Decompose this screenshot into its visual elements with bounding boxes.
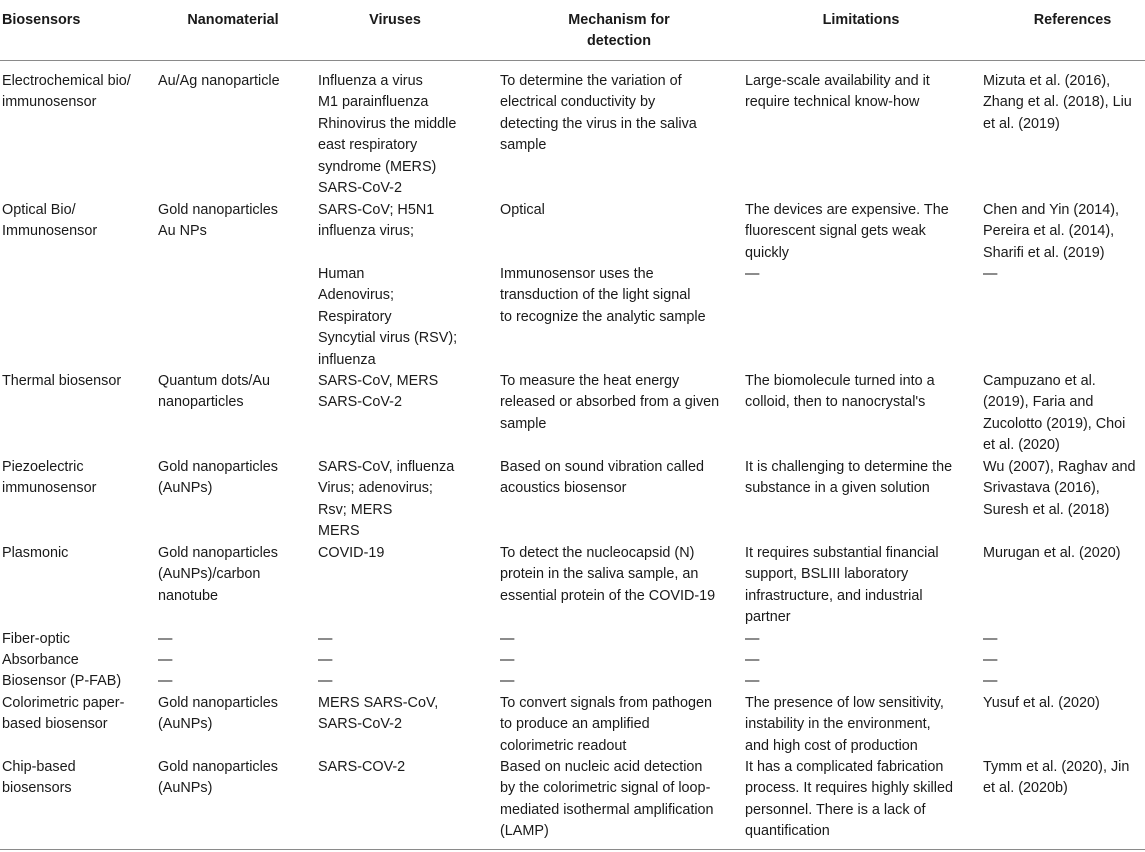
cell-references: Murugan et al. (2020) [983, 545, 1121, 561]
cell-limitations: It has a complicated fabrication process. It requires highly skilled personnel. There is a lack of quantification [745, 759, 953, 840]
cell-mechanism: Based on sound vibration called acoustics biosensor [500, 459, 705, 497]
cell-biosensor: Biosensor (P-FAB) [2, 673, 122, 689]
cell-mechanism: Based on nucleic acid detection by the colorimetric signal of loop- mediated isothermal amplification (LAMP) [500, 759, 714, 840]
cell-nanomaterial: Au/Ag nanoparticle [158, 73, 280, 89]
cell-limitations: The devices are expensive. The fluorescent signal gets weak quickly [745, 202, 949, 261]
cell-limitations: — [745, 266, 760, 282]
cell-viruses: SARS-CoV; H5N1 influenza virus; [318, 202, 435, 240]
header-limitations: Limitations [822, 12, 900, 28]
cell-mechanism: To detect the nucleocapsid (N) protein in the saliva sample, an essential protein of the COVID-19 [500, 545, 716, 604]
header-references: References [1033, 12, 1112, 28]
cell-viruses: SARS-COV-2 [318, 759, 406, 775]
header-mechanism: Mechanism for detection [568, 12, 670, 50]
cell-biosensor: Plasmonic [2, 545, 69, 561]
cell-biosensor: Electrochemical bio/ immunosensor [2, 73, 131, 111]
cell-mechanism: — [500, 673, 515, 689]
table-bottom-rule [0, 849, 1145, 850]
cell-mechanism: Optical [500, 202, 545, 218]
cell-mechanism: Immunosensor uses the transduction of the light signal to recognize the analytic sample [500, 266, 706, 325]
cell-viruses: — [318, 652, 333, 668]
cell-limitations: It requires substantial financial support, BSLIII laboratory infrastructure, and industrial partner [745, 545, 939, 626]
cell-nanomaterial: Gold nanoparticles (AuNPs) [158, 695, 278, 733]
cell-references: — [983, 631, 998, 647]
cell-mechanism: To determine the variation of electrical conductivity by detecting the virus in the saliva sample [500, 73, 697, 154]
cell-viruses: COVID-19 [318, 545, 385, 561]
cell-nanomaterial: Gold nanoparticles (AuNPs) [158, 759, 278, 797]
cell-viruses: MERS SARS-CoV, SARS-CoV-2 [318, 695, 439, 733]
cell-biosensor: Absorbance [2, 652, 79, 668]
cell-nanomaterial: Gold nanoparticles Au NPs [158, 202, 278, 240]
cell-viruses: Human Adenovirus; Respiratory Syncytial virus (RSV); influenza [318, 266, 458, 368]
cell-nanomaterial: — [158, 631, 173, 647]
cell-limitations: — [745, 652, 760, 668]
cell-references: Yusuf et al. (2020) [983, 695, 1100, 711]
cell-limitations: — [745, 673, 760, 689]
header-biosensors: Biosensors [2, 12, 81, 28]
cell-mechanism: — [500, 652, 515, 668]
cell-mechanism: To convert signals from pathogen to produce an amplified colorimetric readout [500, 695, 712, 754]
cell-viruses: SARS-CoV, MERS SARS-CoV-2 [318, 373, 439, 411]
cell-references: Chen and Yin (2014), Pereira et al. (2014), Sharifi et al. (2019) [983, 202, 1120, 261]
cell-references: — [983, 652, 998, 668]
cell-biosensor: Optical Bio/ Immunosensor [2, 202, 98, 240]
cell-viruses: SARS-CoV, influenza Virus; adenovirus; Rsv; MERS MERS [318, 459, 455, 540]
cell-viruses: Influenza a virus M1 parainfluenza Rhinovirus the middle east respiratory syndrome (MERS) SARS-CoV-2 [318, 73, 457, 197]
cell-limitations: It is challenging to determine the substance in a given solution [745, 459, 953, 497]
cell-biosensor: Colorimetric paper- based biosensor [2, 695, 125, 733]
cell-limitations: — [745, 631, 760, 647]
cell-nanomaterial: Gold nanoparticles (AuNPs)/carbon nanotube [158, 545, 278, 604]
cell-nanomaterial: — [158, 673, 173, 689]
header-bottom-rule [0, 60, 1145, 61]
header-nanomaterial: Nanomaterial [187, 12, 279, 28]
cell-references: Campuzano et al. (2019), Faria and Zucolotto (2019), Choi et al. (2020) [983, 373, 1126, 454]
cell-nanomaterial: — [158, 652, 173, 668]
cell-nanomaterial: Gold nanoparticles (AuNPs) [158, 459, 278, 497]
cell-references: Wu (2007), Raghav and Srivastava (2016), Suresh et al. (2018) [983, 459, 1136, 518]
cell-references: — [983, 673, 998, 689]
cell-limitations: The presence of low sensitivity, instability in the environment, and high cost of production [745, 695, 944, 754]
header-viruses: Viruses [369, 12, 421, 28]
cell-references: Mizuta et al. (2016), Zhang et al. (2018), Liu et al. (2019) [983, 73, 1132, 132]
cell-biosensor: Thermal biosensor [2, 373, 122, 389]
cell-biosensor: Chip-based biosensors [2, 759, 76, 797]
cell-mechanism: To measure the heat energy released or absorbed from a given sample [500, 373, 720, 432]
cell-mechanism: — [500, 631, 515, 647]
cell-viruses: — [318, 673, 333, 689]
cell-limitations: Large-scale availability and it require technical know-how [745, 73, 930, 111]
cell-biosensor: Piezoelectric immunosensor [2, 459, 97, 497]
cell-references: — [983, 266, 998, 282]
cell-references: Tymm et al. (2020), Jin et al. (2020b) [983, 759, 1130, 797]
cell-viruses: — [318, 631, 333, 647]
cell-nanomaterial: Quantum dots/Au nanoparticles [158, 373, 270, 411]
cell-limitations: The biomolecule turned into a colloid, then to nanocrystal's [745, 373, 935, 411]
cell-biosensor: Fiber-optic [2, 631, 70, 647]
